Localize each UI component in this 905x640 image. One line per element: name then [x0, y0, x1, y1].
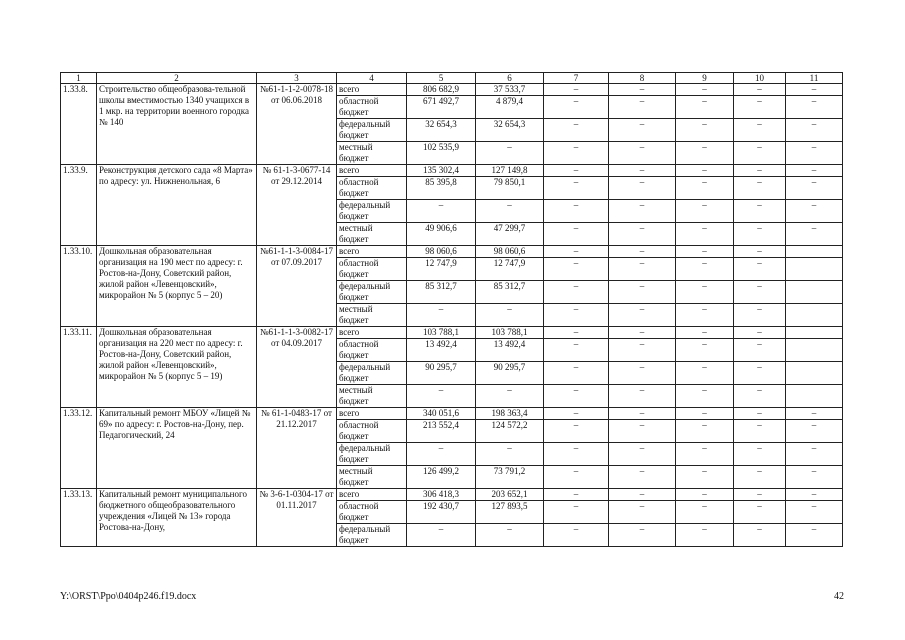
amount-cell-5: 340 051,6: [407, 408, 476, 420]
amount-cell-8: –: [609, 281, 676, 304]
column-header: 11: [786, 73, 843, 84]
amount-cell-10: –: [734, 420, 786, 443]
funding-source: федеральный бюджет: [337, 281, 407, 304]
amount-cell-8: –: [609, 119, 676, 142]
amount-cell-7: –: [544, 443, 609, 466]
column-header: 1: [61, 73, 97, 84]
amount-cell-10: –: [734, 281, 786, 304]
expertise-document: №61-1-1-2-0078-18 от 06.06.2018: [257, 84, 337, 165]
amount-cell-10: –: [734, 84, 786, 96]
amount-cell-7: –: [544, 119, 609, 142]
table-row: [61, 165, 843, 177]
amount-cell-9: –: [676, 142, 734, 165]
funding-source: местный бюджет: [337, 304, 407, 327]
amount-cell-11: [786, 339, 843, 362]
funding-source: всего: [337, 165, 407, 177]
amount-cell-8: –: [609, 339, 676, 362]
amount-cell-6: 73 791,2: [476, 466, 544, 489]
amount-cell-5: 126 499,2: [407, 466, 476, 489]
column-header: 2: [97, 73, 257, 84]
amount-cell-5: 12 747,9: [407, 258, 476, 281]
amount-cell-10: –: [734, 385, 786, 408]
amount-cell-10: –: [734, 119, 786, 142]
funding-source: местный бюджет: [337, 466, 407, 489]
amount-cell-10: –: [734, 177, 786, 200]
amount-cell-11: –: [786, 142, 843, 165]
amount-cell-5: 49 906,6: [407, 223, 476, 246]
amount-cell-9: –: [676, 281, 734, 304]
amount-cell-5: 32 654,3: [407, 119, 476, 142]
amount-cell-8: –: [609, 177, 676, 200]
amount-cell-5: –: [407, 443, 476, 466]
amount-cell-6: 37 533,7: [476, 84, 544, 96]
amount-cell-7: –: [544, 489, 609, 501]
amount-cell-6: 127 149,8: [476, 165, 544, 177]
amount-cell-5: 806 682,9: [407, 84, 476, 96]
amount-cell-8: –: [609, 258, 676, 281]
amount-cell-5: 306 418,3: [407, 489, 476, 501]
amount-cell-7: –: [544, 177, 609, 200]
amount-cell-6: 79 850,1: [476, 177, 544, 200]
column-header: 9: [676, 73, 734, 84]
amount-cell-7: –: [544, 339, 609, 362]
expertise-document: № 3-6-1-0304-17 от 01.11.2017: [257, 489, 337, 547]
amount-cell-11: –: [786, 177, 843, 200]
amount-cell-10: –: [734, 466, 786, 489]
funding-source: федеральный бюджет: [337, 362, 407, 385]
amount-cell-9: –: [676, 408, 734, 420]
amount-cell-6: 4 879,4: [476, 96, 544, 119]
amount-cell-6: –: [476, 304, 544, 327]
amount-cell-7: –: [544, 385, 609, 408]
amount-cell-11: –: [786, 165, 843, 177]
amount-cell-9: –: [676, 258, 734, 281]
amount-cell-9: –: [676, 339, 734, 362]
amount-cell-8: –: [609, 501, 676, 524]
amount-cell-8: –: [609, 165, 676, 177]
amount-cell-9: –: [676, 420, 734, 443]
funding-source: областной бюджет: [337, 501, 407, 524]
amount-cell-6: –: [476, 142, 544, 165]
amount-cell-5: –: [407, 200, 476, 223]
amount-cell-8: –: [609, 223, 676, 246]
column-header: 10: [734, 73, 786, 84]
column-number-row: [61, 73, 843, 84]
amount-cell-10: –: [734, 96, 786, 119]
amount-cell-8: –: [609, 96, 676, 119]
funding-source: местный бюджет: [337, 142, 407, 165]
amount-cell-9: –: [676, 165, 734, 177]
amount-cell-7: –: [544, 200, 609, 223]
amount-cell-5: 98 060,6: [407, 246, 476, 258]
amount-cell-10: –: [734, 362, 786, 385]
amount-cell-5: 135 302,4: [407, 165, 476, 177]
amount-cell-5: –: [407, 304, 476, 327]
funding-source: всего: [337, 489, 407, 501]
amount-cell-5: –: [407, 385, 476, 408]
amount-cell-9: –: [676, 246, 734, 258]
amount-cell-9: –: [676, 84, 734, 96]
column-header: 7: [544, 73, 609, 84]
amount-cell-7: –: [544, 362, 609, 385]
funding-source: областной бюджет: [337, 420, 407, 443]
amount-cell-9: –: [676, 524, 734, 547]
amount-cell-10: –: [734, 200, 786, 223]
amount-cell-10: –: [734, 327, 786, 339]
amount-cell-9: –: [676, 200, 734, 223]
amount-cell-11: [786, 385, 843, 408]
amount-cell-10: –: [734, 142, 786, 165]
table-row: [61, 408, 843, 420]
amount-cell-10: –: [734, 489, 786, 501]
amount-cell-6: –: [476, 200, 544, 223]
column-header: 8: [609, 73, 676, 84]
amount-cell-6: 103 788,1: [476, 327, 544, 339]
amount-cell-11: –: [786, 489, 843, 501]
project-name: Реконструкция детского сада «8 Марта» по адресу: ул. Нижненольная, 6: [97, 165, 257, 246]
amount-cell-7: –: [544, 142, 609, 165]
table-row: [61, 489, 843, 501]
funding-source: федеральный бюджет: [337, 119, 407, 142]
amount-cell-9: –: [676, 443, 734, 466]
funding-source: федеральный бюджет: [337, 200, 407, 223]
amount-cell-9: –: [676, 304, 734, 327]
amount-cell-7: –: [544, 304, 609, 327]
amount-cell-5: 13 492,4: [407, 339, 476, 362]
column-header: 5: [407, 73, 476, 84]
amount-cell-5: 85 395,8: [407, 177, 476, 200]
funding-source: всего: [337, 408, 407, 420]
amount-cell-6: 47 299,7: [476, 223, 544, 246]
amount-cell-8: –: [609, 385, 676, 408]
amount-cell-7: –: [544, 327, 609, 339]
amount-cell-7: –: [544, 524, 609, 547]
amount-cell-5: 192 430,7: [407, 501, 476, 524]
amount-cell-10: –: [734, 223, 786, 246]
amount-cell-7: –: [544, 420, 609, 443]
amount-cell-5: 85 312,7: [407, 281, 476, 304]
item-number: 1.33.9.: [61, 165, 97, 246]
amount-cell-8: –: [609, 408, 676, 420]
project-name: Дошкольная образовательная организация на 190 мест по адресу: г. Ростов-на-Дону, Советский район, жилой район «Левенцовский», микрорайон № 5 (корпус 5 – 20): [97, 246, 257, 327]
amount-cell-5: –: [407, 524, 476, 547]
document-file-path: Y:\ORST\Ppo\0404p246.f19.docx: [60, 591, 197, 602]
amount-cell-9: –: [676, 385, 734, 408]
page-number: 42: [834, 591, 844, 602]
expertise-document: №61-1-1-3-0084-17 от 07.09.2017: [257, 246, 337, 327]
amount-cell-6: 85 312,7: [476, 281, 544, 304]
amount-cell-7: –: [544, 96, 609, 119]
amount-cell-6: –: [476, 524, 544, 547]
amount-cell-8: –: [609, 327, 676, 339]
amount-cell-11: –: [786, 443, 843, 466]
amount-cell-9: –: [676, 223, 734, 246]
amount-cell-9: –: [676, 362, 734, 385]
amount-cell-8: –: [609, 524, 676, 547]
amount-cell-9: –: [676, 96, 734, 119]
amount-cell-6: 98 060,6: [476, 246, 544, 258]
item-number: 1.33.10.: [61, 246, 97, 327]
amount-cell-7: –: [544, 246, 609, 258]
amount-cell-6: 203 652,1: [476, 489, 544, 501]
amount-cell-5: 102 535,9: [407, 142, 476, 165]
amount-cell-11: –: [786, 524, 843, 547]
project-name: Капитальный ремонт муниципального бюджетного общеобразовательного учреждения «Лицей № 13» города Ростова-на-Дону,: [97, 489, 257, 547]
amount-cell-11: [786, 362, 843, 385]
amount-cell-9: –: [676, 489, 734, 501]
amount-cell-11: –: [786, 501, 843, 524]
amount-cell-8: –: [609, 84, 676, 96]
amount-cell-10: –: [734, 501, 786, 524]
amount-cell-7: –: [544, 165, 609, 177]
item-number: 1.33.13.: [61, 489, 97, 547]
amount-cell-5: 90 295,7: [407, 362, 476, 385]
item-number: 1.33.8.: [61, 84, 97, 165]
amount-cell-5: 103 788,1: [407, 327, 476, 339]
amount-cell-6: 127 893,5: [476, 501, 544, 524]
table-row: [61, 327, 843, 339]
project-name: Капитальный ремонт МБОУ «Лицей № 69» по адресу: г. Ростов-на-Дону, пер. Педагогический, 24: [97, 408, 257, 489]
amount-cell-7: –: [544, 408, 609, 420]
amount-cell-8: –: [609, 246, 676, 258]
table-row: [61, 84, 843, 96]
amount-cell-10: –: [734, 165, 786, 177]
amount-cell-9: –: [676, 177, 734, 200]
amount-cell-7: –: [544, 501, 609, 524]
funding-source: федеральный бюджет: [337, 524, 407, 547]
amount-cell-8: –: [609, 142, 676, 165]
amount-cell-5: 213 552,4: [407, 420, 476, 443]
amount-cell-11: –: [786, 119, 843, 142]
amount-cell-9: –: [676, 501, 734, 524]
amount-cell-10: –: [734, 246, 786, 258]
amount-cell-8: –: [609, 420, 676, 443]
amount-cell-7: –: [544, 466, 609, 489]
funding-source: областной бюджет: [337, 339, 407, 362]
amount-cell-11: –: [786, 420, 843, 443]
amount-cell-11: –: [786, 200, 843, 223]
item-number: 1.33.11.: [61, 327, 97, 408]
table-row: [61, 246, 843, 258]
budget-table: [60, 72, 843, 547]
amount-cell-6: 32 654,3: [476, 119, 544, 142]
project-name: Строительство общеобразова-тельной школы вместимостью 1340 учащихся в 1 мкр. на территории военного городка № 140: [97, 84, 257, 165]
amount-cell-6: 198 363,4: [476, 408, 544, 420]
amount-cell-6: –: [476, 443, 544, 466]
column-header: 4: [337, 73, 407, 84]
funding-source: местный бюджет: [337, 223, 407, 246]
amount-cell-11: [786, 258, 843, 281]
amount-cell-11: [786, 327, 843, 339]
funding-source: областной бюджет: [337, 96, 407, 119]
amount-cell-11: –: [786, 466, 843, 489]
item-number: 1.33.12.: [61, 408, 97, 489]
amount-cell-10: –: [734, 258, 786, 281]
expertise-document: №61-1-1-3-0082-17 от 04.09.2017: [257, 327, 337, 408]
amount-cell-6: 90 295,7: [476, 362, 544, 385]
amount-cell-11: –: [786, 84, 843, 96]
funding-source: всего: [337, 84, 407, 96]
amount-cell-8: –: [609, 304, 676, 327]
amount-cell-10: –: [734, 524, 786, 547]
funding-source: местный бюджет: [337, 385, 407, 408]
amount-cell-10: –: [734, 339, 786, 362]
funding-source: областной бюджет: [337, 177, 407, 200]
amount-cell-9: –: [676, 327, 734, 339]
amount-cell-8: –: [609, 443, 676, 466]
expertise-document: № 61-1-3-0677-14 от 29.12.2014: [257, 165, 337, 246]
amount-cell-10: –: [734, 408, 786, 420]
column-header: 3: [257, 73, 337, 84]
amount-cell-11: –: [786, 96, 843, 119]
amount-cell-6: 13 492,4: [476, 339, 544, 362]
amount-cell-8: –: [609, 466, 676, 489]
amount-cell-10: –: [734, 443, 786, 466]
amount-cell-9: –: [676, 119, 734, 142]
amount-cell-7: –: [544, 223, 609, 246]
project-name: Дошкольная образовательная организация на 220 мест по адресу: г. Ростов-на-Дону, Советский район, жилой район «Левенцовский», микрорайон № 5 (корпус 5 – 19): [97, 327, 257, 408]
amount-cell-6: –: [476, 385, 544, 408]
amount-cell-7: –: [544, 281, 609, 304]
expertise-document: № 61-1-0483-17 от 21.12.2017: [257, 408, 337, 489]
amount-cell-5: 671 492,7: [407, 96, 476, 119]
funding-source: всего: [337, 327, 407, 339]
funding-source: областной бюджет: [337, 258, 407, 281]
funding-source: всего: [337, 246, 407, 258]
amount-cell-8: –: [609, 200, 676, 223]
amount-cell-11: –: [786, 408, 843, 420]
amount-cell-11: [786, 246, 843, 258]
amount-cell-6: 124 572,2: [476, 420, 544, 443]
amount-cell-10: –: [734, 304, 786, 327]
column-header: 6: [476, 73, 544, 84]
funding-source: федеральный бюджет: [337, 443, 407, 466]
amount-cell-11: [786, 281, 843, 304]
amount-cell-7: –: [544, 258, 609, 281]
amount-cell-8: –: [609, 489, 676, 501]
amount-cell-11: –: [786, 223, 843, 246]
amount-cell-6: 12 747,9: [476, 258, 544, 281]
amount-cell-7: –: [544, 84, 609, 96]
amount-cell-8: –: [609, 362, 676, 385]
amount-cell-11: [786, 304, 843, 327]
amount-cell-9: –: [676, 466, 734, 489]
